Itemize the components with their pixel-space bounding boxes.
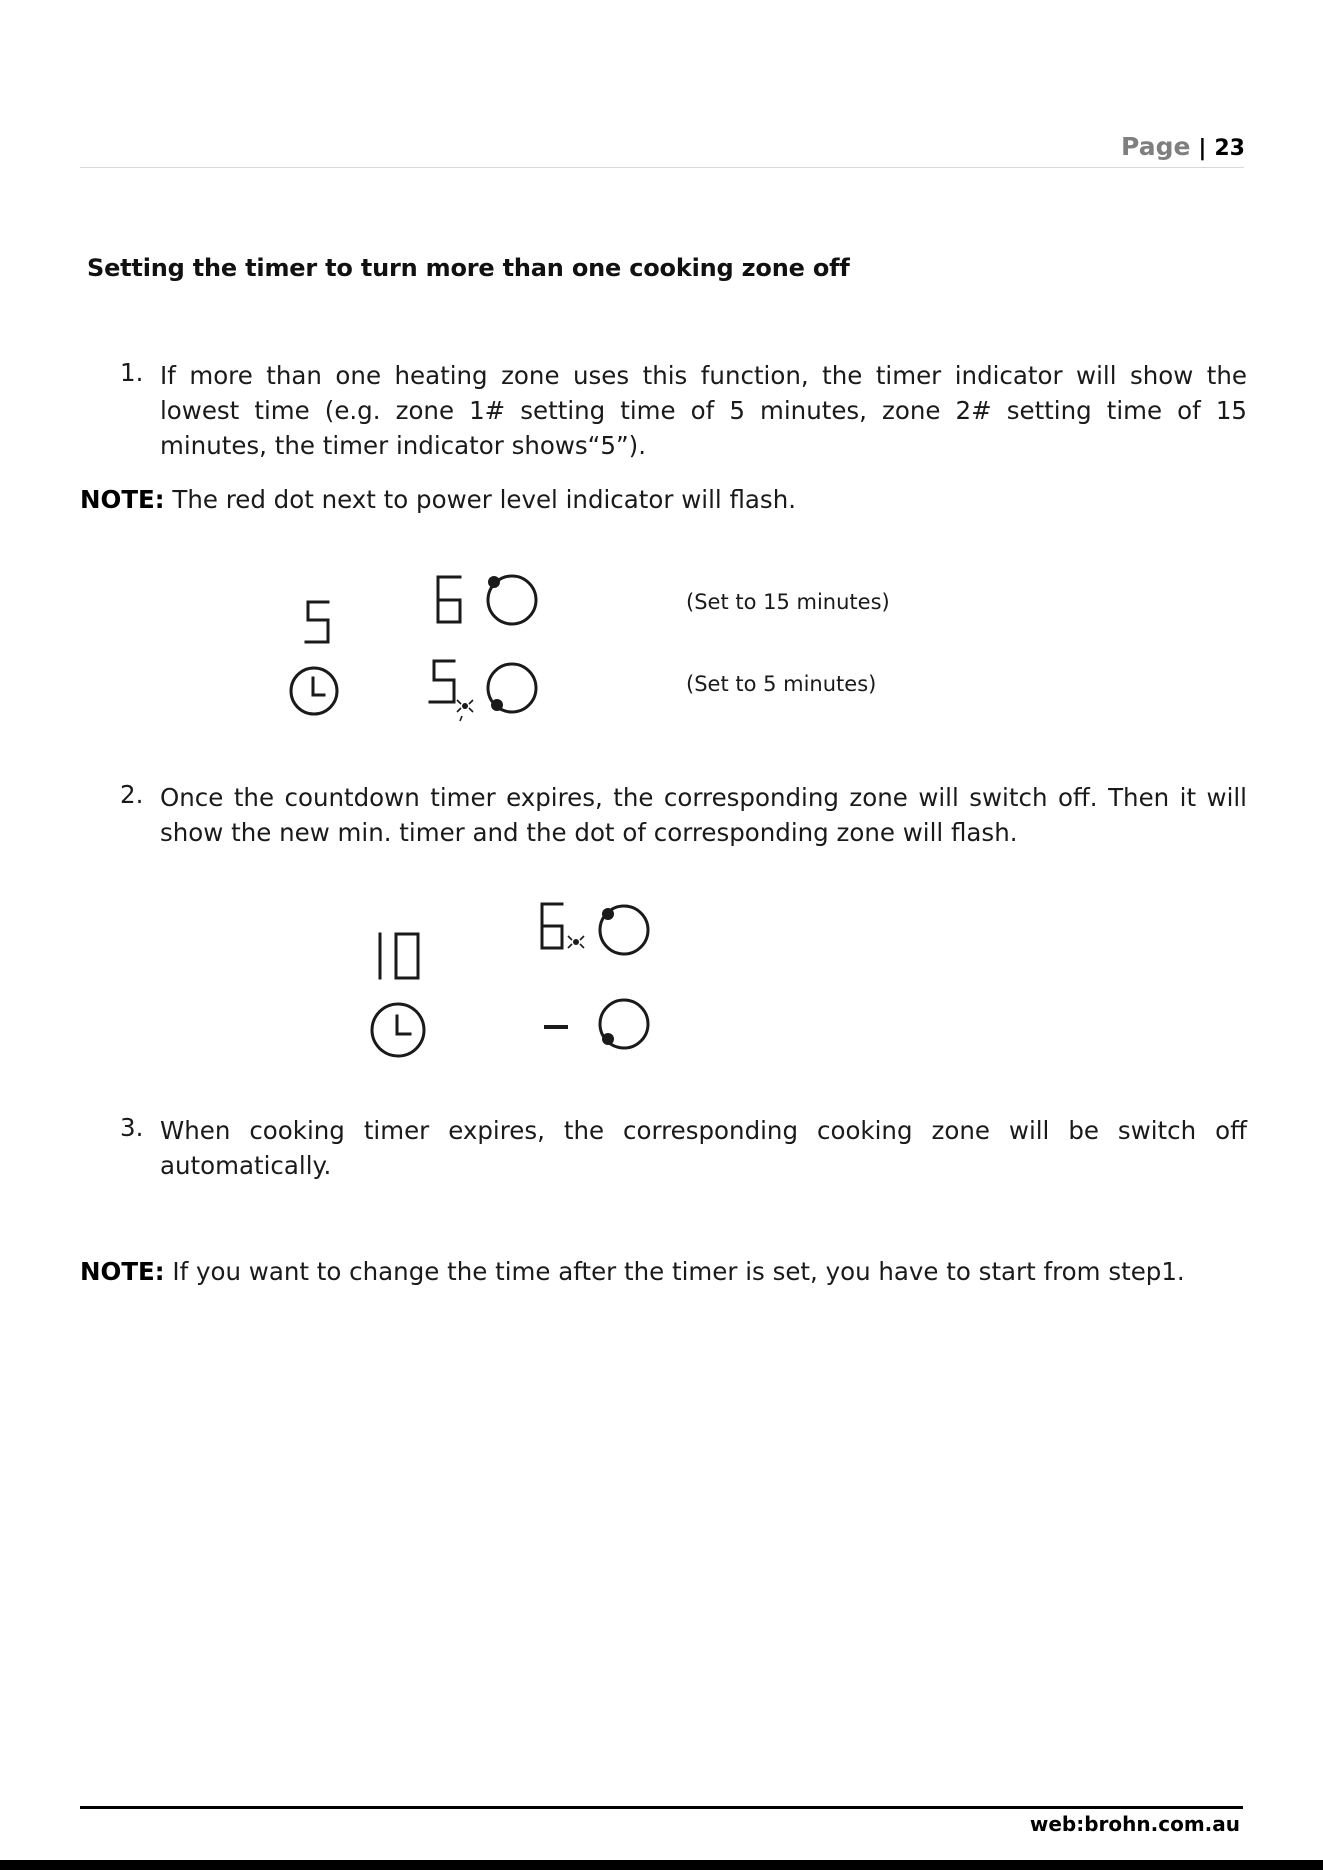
page-number: 23 [1214, 136, 1245, 161]
zone-dot [488, 576, 500, 588]
section-heading: Setting the timer to turn more than one cooking zone off [87, 254, 850, 282]
note-text: The red dot next to power level indicator will flash. [164, 485, 797, 514]
zone-dot [602, 1033, 614, 1045]
footer-website: web:brohn.com.au [1029, 1812, 1240, 1836]
zone-2-level-dash [542, 1020, 572, 1034]
note-1 [80, 485, 796, 514]
step-text: When cooking timer expires, the corresponding cooking zone will be switch off automatically. [160, 1116, 1247, 1180]
note-label: NOTE: [80, 1257, 165, 1286]
zone-dot [491, 699, 503, 711]
page-word: Page [1121, 132, 1191, 161]
step-number: 1. [120, 358, 144, 387]
cooking-zone-ring-icon [596, 902, 652, 958]
page-header [1120, 132, 1245, 161]
step-number: 2. [120, 780, 144, 809]
cooking-zone-ring-icon [484, 660, 540, 716]
zone-dot [602, 908, 614, 920]
zone-1-caption: (Set to 15 minutes) [686, 590, 890, 614]
note-label: NOTE: [80, 485, 165, 514]
step-2 [120, 780, 1247, 850]
zone-1-level-digit-6 [432, 574, 472, 628]
step-1 [120, 358, 1247, 463]
step-3 [120, 1113, 1247, 1183]
note-2 [80, 1257, 1185, 1286]
timer-display-digit-5 [300, 598, 340, 648]
zone-2-caption: (Set to 5 minutes) [686, 672, 877, 696]
cooking-zone-ring-icon [596, 996, 652, 1052]
timer-display-digits-10 [372, 930, 428, 984]
footer-divider [80, 1806, 1243, 1809]
step-text: Once the countdown timer expires, the corresponding zone will switch off. Then it will show the new min. timer and the dot of corresponding zone will flash. [160, 783, 1247, 847]
clock-icon [287, 664, 341, 718]
step-text: If more than one heating zone uses this function, the timer indicator will show the lowest time (e.g. zone 1# setting time of 5 minutes, zone 2# setting time of 15 minutes, the timer indicator shows“5”). [160, 361, 1247, 460]
flashing-dot-icon [452, 696, 478, 722]
cooking-zone-ring-icon [484, 572, 540, 628]
page-bottom-edge [0, 1860, 1323, 1870]
flashing-dot-icon [563, 930, 589, 956]
clock-icon [368, 1000, 428, 1060]
header-divider [80, 167, 1244, 168]
note-text: If you want to change the time after the timer is set, you have to start from step1. [164, 1257, 1185, 1286]
step-number: 3. [120, 1113, 144, 1142]
page-separator: | [1198, 136, 1207, 161]
